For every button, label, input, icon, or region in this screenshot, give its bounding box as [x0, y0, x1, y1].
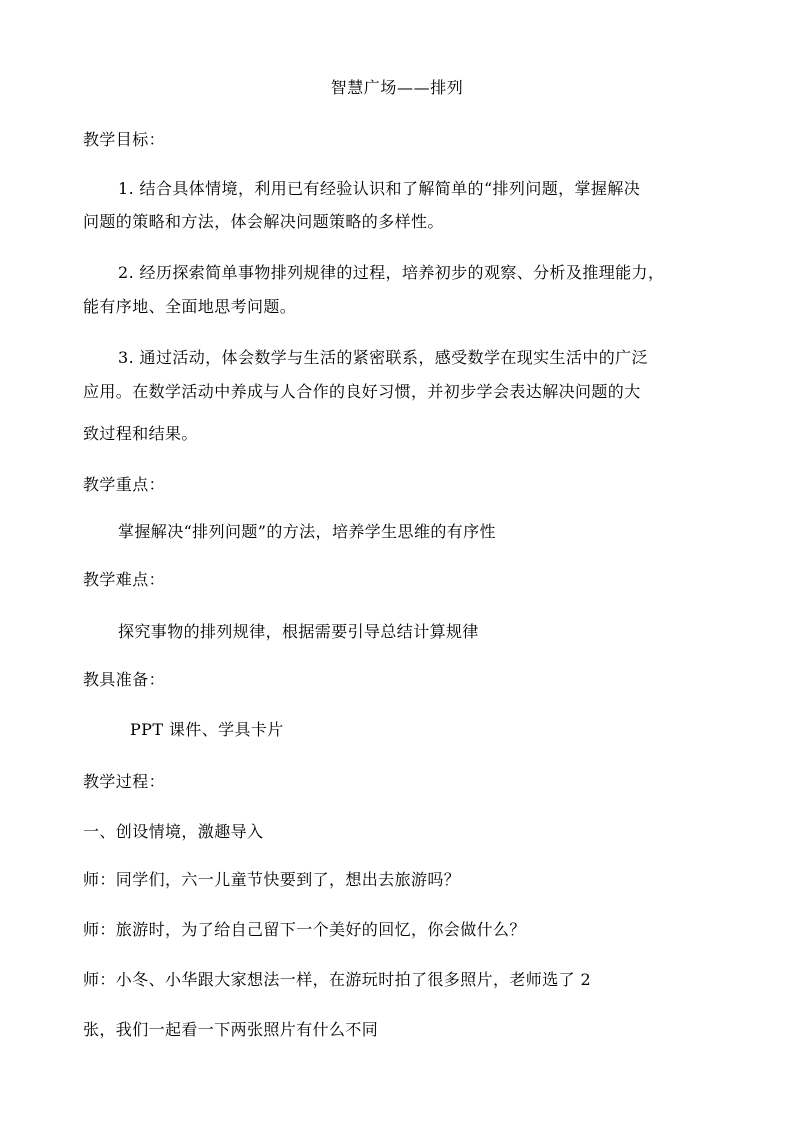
dialog-line-1: 师：同学们，六一儿童节快要到了，想出去旅游吗？	[83, 870, 461, 889]
process-heading: 教学过程：	[83, 772, 166, 791]
objective-2-line-2: 能有序地、全面地思考问题。	[83, 297, 297, 316]
key-points-heading: 教学重点：	[83, 475, 166, 494]
difficulties-text: 探究事物的排列规律，根据需要引导总结计算规律	[118, 622, 479, 641]
materials-heading: 教具准备：	[83, 670, 166, 689]
key-points-text: 掌握解决“排列问题”的方法，培养学生思维的有序性	[118, 522, 496, 541]
dialog-line-3a: 师：小冬、小华跟大家想法一样，在游玩时拍了很多照片，老师选了 2	[83, 970, 592, 989]
objectives-heading: 教学目标：	[83, 130, 166, 149]
objective-1-line-1: 1. 结合具体情境，利用已有经验认识和了解简单的“排列问题，掌握解决	[118, 179, 641, 198]
objective-2-line-1: 2. 经历探索简单事物排列规律的过程，培养初步的观察、分析及推理能力，	[118, 263, 665, 282]
objective-3-line-1: 3. 通过活动，体会数学与生活的紧密联系，感受数学在现实生活中的广泛	[118, 348, 648, 367]
objective-3-line-2: 应用。在数学活动中养成与人合作的良好习惯，并初步学会表达解决问题的大	[83, 382, 641, 401]
dialog-line-3b: 张，我们一起看一下两张照片有什么不同	[83, 1020, 379, 1039]
dialog-line-2: 师：旅游时，为了给自己留下一个美好的回忆，你会做什么？	[83, 920, 526, 939]
objective-3-line-3: 致过程和结果。	[83, 424, 198, 443]
difficulties-heading: 教学难点：	[83, 570, 166, 589]
document-title: 智慧广场——排列	[330, 78, 464, 97]
section-1-heading: 一、创设情境，激趣导入	[83, 822, 264, 841]
materials-text: PPT 课件、学具卡片	[130, 720, 284, 739]
objective-1-line-2: 问题的策略和方法，体会解决问题策略的多样性。	[83, 212, 444, 231]
